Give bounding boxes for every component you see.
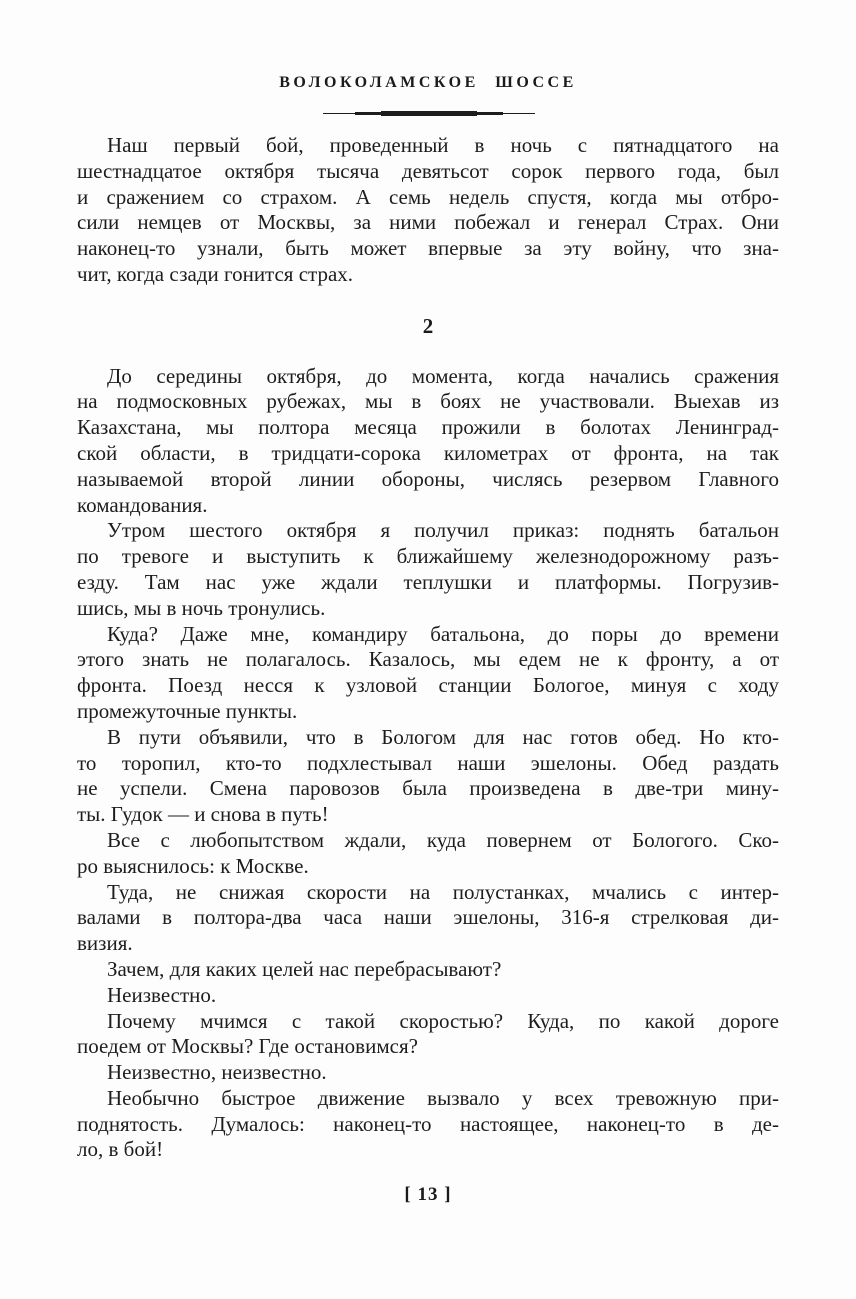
text-line: то торопил, кто-то подхлестывал наши эшелоны. Обед раздать: [77, 750, 779, 775]
text-line: езду. Там нас уже ждали теплушки и платформы. Погрузив-: [77, 569, 779, 594]
text-line: промежуточные пункты.: [77, 698, 298, 723]
text-line: поедем от Москвы? Где остановимся?: [77, 1034, 418, 1059]
text-line: Утром шестого октября я получил приказ: поднять батальон: [107, 518, 779, 543]
text-line: ты. Гудок — и снова в путь!: [77, 802, 329, 827]
paragraph: [77, 957, 779, 983]
text-line: Необычно быстрое движение вызвало у всех тревожную при-: [107, 1085, 779, 1110]
text-line: и сражением со страхом. А семь недель спустя, когда мы отбро-: [77, 184, 779, 209]
text-line: сили немцев от Москвы, за ними побежал и генерал Страх. Они: [77, 210, 779, 235]
text-line: наконец-то узнали, быть может впервые за эту войну, что зна-: [77, 236, 779, 261]
paragraph: [77, 828, 779, 880]
paragraph: [77, 518, 779, 621]
text-line: До середины октября, до момента, когда начались сражения: [107, 363, 779, 388]
text-block-after-section: [77, 364, 779, 1164]
page-number: [ 13 ]: [404, 1184, 452, 1205]
paragraph: [77, 725, 779, 828]
text-line: называемой второй линии обороны, числясь резервом Главного: [77, 466, 779, 491]
text-line: Куда? Даже мне, командиру батальона, до поры до времени: [107, 621, 779, 646]
text-line: валами в полтора-два часа наши эшелоны, 316-я стрелковая ди-: [77, 905, 779, 930]
text-column: [77, 133, 779, 1163]
paragraph: [77, 983, 779, 1009]
text-line: поднятость. Думалось: наконец-то настоящее, наконец-то в де-: [77, 1111, 779, 1136]
text-line: чит, когда сзади гонится страх.: [77, 261, 354, 286]
text-line: шись, мы в ночь тронулись.: [77, 595, 326, 620]
text-line: Наш первый бой, проведенный в ночь с пятнадцатого на: [107, 133, 779, 157]
text-line: шестнадцатое октября тысяча девятьсот сорок первого года, был: [77, 158, 779, 183]
text-line: ро выяснилось: к Москве.: [77, 853, 309, 878]
text-line: Туда, не снижая скорости на полустанках, мчались с интер-: [107, 879, 779, 904]
section-heading: 2: [422, 313, 434, 338]
text-line: ской области, в тридцати-сорока километрах от фронта, на так: [77, 440, 779, 465]
paragraph: [77, 622, 779, 725]
text-line: на подмосковных рубежах, мы в боях не участвовали. Выехав из: [77, 389, 779, 414]
text-line: этого знать не полагалось. Казалось, мы едем не к фронту, а от: [77, 647, 779, 672]
paragraph: [77, 1009, 779, 1061]
text-line: Неизвестно, неизвестно.: [107, 1060, 327, 1085]
text-line: В пути объявили, что в Бологом для нас готов обед. Но кто-: [107, 724, 779, 749]
paragraph: [77, 1060, 779, 1086]
text-line: ло, в бой!: [77, 1137, 164, 1162]
text-block-before-section: [77, 133, 779, 288]
ornament-rule-thick: [381, 111, 477, 116]
text-line: фронта. Поезд несся к узловой станции Бологое, минуя с ходу: [77, 673, 779, 698]
text-line: Почему мчимся с такой скоростью? Куда, по какой дороге: [107, 1008, 779, 1033]
text-line: Все с любопытством ждали, куда повернем от Бологого. Ско-: [107, 827, 779, 852]
text-line: по тревоге и выступить к ближайшему железнодорожному разъ-: [77, 544, 779, 569]
text-line: Казахстана, мы полтора месяца прожили в болотах Ленинград-: [77, 415, 779, 440]
paragraph: [77, 1086, 779, 1163]
running-title: ВОЛОКОЛАМСКОЕ ШОССЕ: [279, 74, 577, 91]
title-ornament-rule: [323, 110, 535, 117]
text-line: командования.: [77, 492, 208, 517]
paragraph: [77, 880, 779, 957]
text-line: не успели. Смена паровозов была произведена в две-три мину-: [77, 776, 779, 801]
text-line: Неизвестно.: [107, 982, 217, 1007]
paragraph: [77, 364, 779, 519]
paragraph: [77, 133, 779, 288]
text-line: визия.: [77, 931, 133, 956]
text-line: Зачем, для каких целей нас перебрасывают?: [107, 956, 502, 981]
